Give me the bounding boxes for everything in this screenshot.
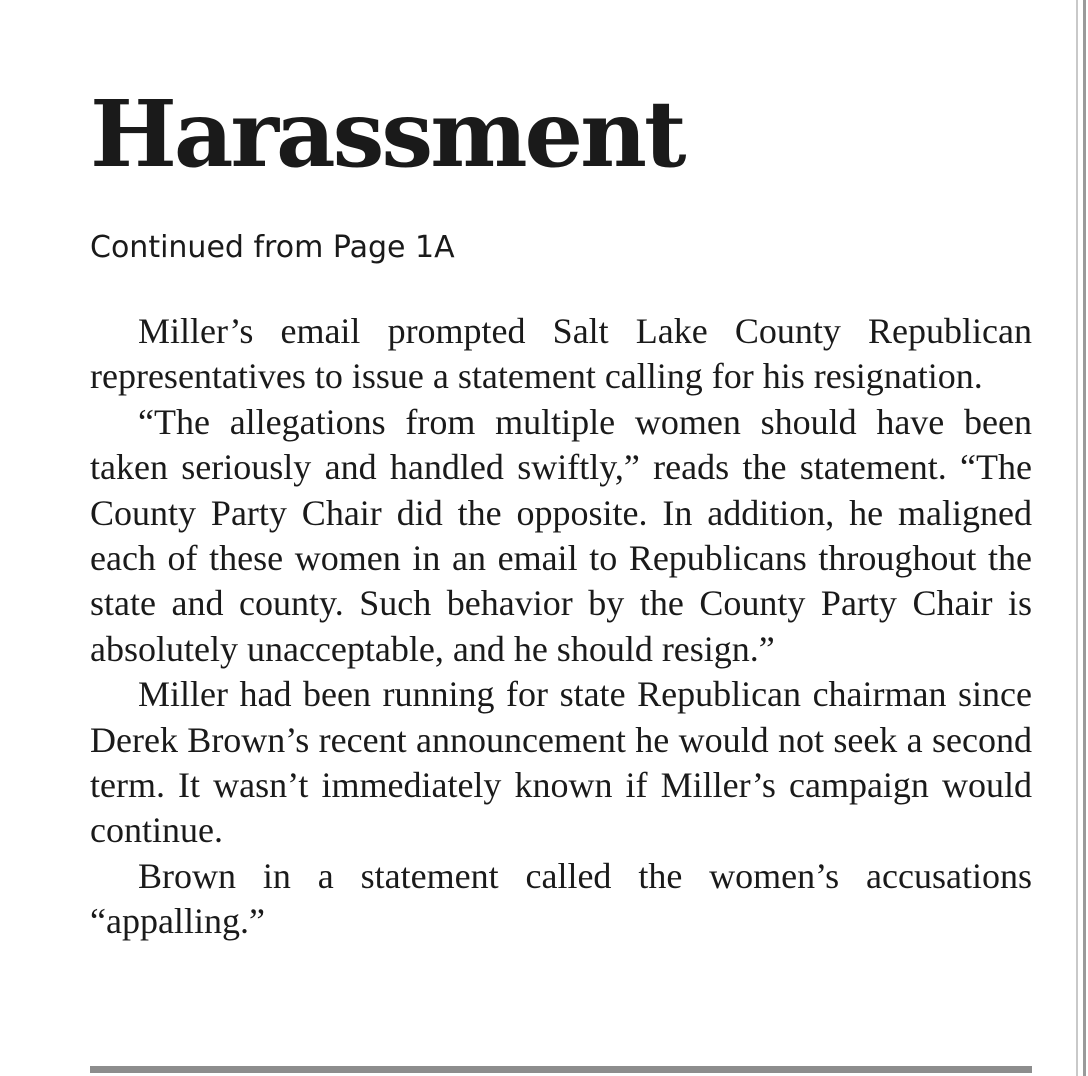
bottom-rule xyxy=(90,1066,1032,1073)
headline: Harassment xyxy=(90,80,684,188)
paragraph-2: “The allegations from multiple women should have been taken seriously and handled swiftly,” reads the statement. “The County Party Chair did the opposite. In addition, he maligned each of these women in an email to Republicans throughout the state and county. Such behavior by the County Party Chair is absolutely unacceptable, and he should resign.” xyxy=(90,401,1032,669)
page-edge xyxy=(1076,0,1078,1076)
page-edge-shadow xyxy=(1083,0,1086,1076)
paragraph-3: Miller had been running for state Republican chairman since Derek Brown’s recent announcement he would not seek a second term. It wasn’t immediately known if Miller’s campaign would continue. xyxy=(90,674,1032,851)
article xyxy=(90,78,1032,945)
paragraph-1: Miller’s email prompted Salt Lake County Republican representatives to issue a statement calling for his resignation. xyxy=(90,311,1032,397)
paragraph-4: Brown in a statement called the women’s accusations “appalling.” xyxy=(90,855,1032,942)
continued-from-line: Continued from Page 1A xyxy=(90,230,455,265)
article-body xyxy=(90,309,1032,945)
